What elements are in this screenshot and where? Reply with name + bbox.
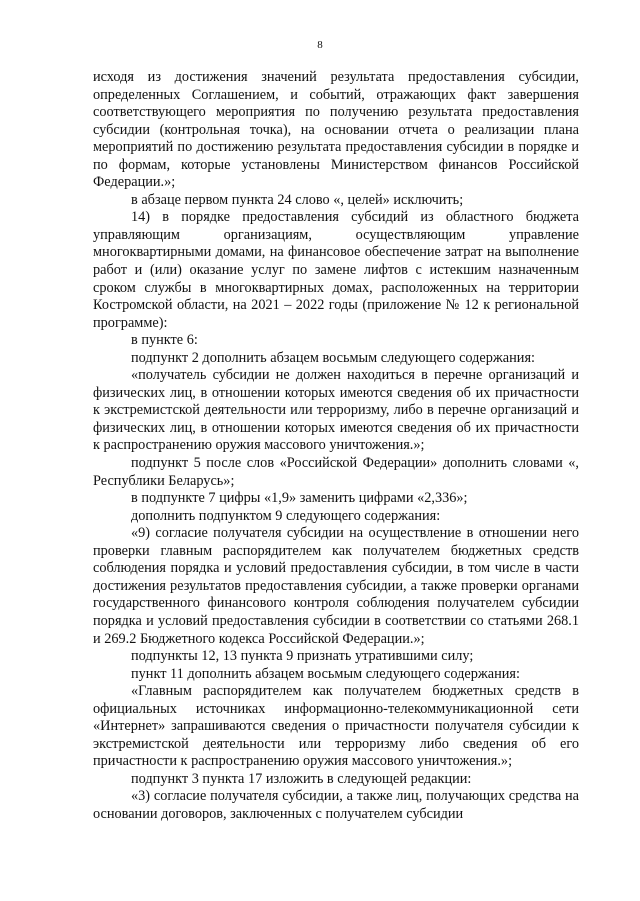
paragraph: подпункт 3 пункта 17 изложить в следующей редакции: xyxy=(131,770,472,787)
paragraph: в абзаце первом пункта 24 слово «, целей» исключить; xyxy=(131,191,464,208)
paragraph: исходя из достижения значений результата предоставления субсидии, определенных Соглашением, и событий, отражающих факт завершения соответствующего мероприятия по получению результата предоставления субсидии (контрольная точка), на основании отчета о реализации плана мероприятий по достижению результата предоставления субсидии в порядке и по формам, которые установлены Министерством финансов Российской Федерации.»; xyxy=(93,69,579,191)
paragraph: подпункт 5 после слов «Российской Федерации» дополнить словами «, Республики Беларусь»; xyxy=(93,455,579,489)
paragraph: «Главным распорядителем как получателем бюджетных средств в официальных источниках информационно-телекоммуникационной сети «Интернет» запрашиваются сведения о причастности получателя субсидии к экстремистской деятельности или терроризму либо сведения об его причастности к распространению оружия массового уничтожения.»; xyxy=(93,683,579,770)
paragraph: «3) согласие получателя субсидии, а также лиц, получающих средства на основании договоров, заключенных с получателем субсидии xyxy=(93,788,579,822)
paragraph: подпункт 2 дополнить абзацем восьмым следующего содержания: xyxy=(131,349,536,366)
paragraph: 14) в порядке предоставления субсидий из областного бюджета управляющим организациям, осуществляющим управление многоквартирными домами, на финансовое обеспечение затрат на выполнение работ и (или) оказание услуг по замене лифтов с истекшим назначенным сроком службы в многоквартирных домах, расположенных на территории Костромской области, на 2021 – 2022 годы (приложение № 12 к региональной программе): xyxy=(93,209,579,331)
page-number: 8 xyxy=(317,39,323,51)
paragraph: «9) согласие получателя субсидии на осуществление в отношении него проверки главным распорядителем как получателем бюджетных средств соблюдения порядка и условий предоставления субсидии, в том числе в части достижения результатов предоставления субсидии, а также проверки органами государственного финансового контроля соблюдения получателем субсидии порядка и условий предоставления субсидии в соответствии со статьями 268.1 и 269.2 Бюджетного кодекса Российской Федерации.»; xyxy=(93,525,579,647)
paragraph: подпункты 12, 13 пункта 9 признать утратившими силу; xyxy=(131,648,474,665)
paragraph: «получатель субсидии не должен находиться в перечне организаций и физических лиц, в отношении которых имеются сведения об их причастности к экстремистской деятельности или терроризму, либо в перечне организаций и физических лиц, в отношении которых имеются сведения об их причастности к распространению оружия массового уничтожения.»; xyxy=(93,367,579,454)
paragraph: в пункте 6: xyxy=(131,332,198,349)
paragraph: пункт 11 дополнить абзацем восьмым следующего содержания: xyxy=(131,665,520,682)
paragraph: дополнить подпунктом 9 следующего содержания: xyxy=(131,507,441,524)
paragraph: в подпункте 7 цифры «1,9» заменить цифрами «2,336»; xyxy=(131,490,468,507)
document-body xyxy=(93,69,579,824)
